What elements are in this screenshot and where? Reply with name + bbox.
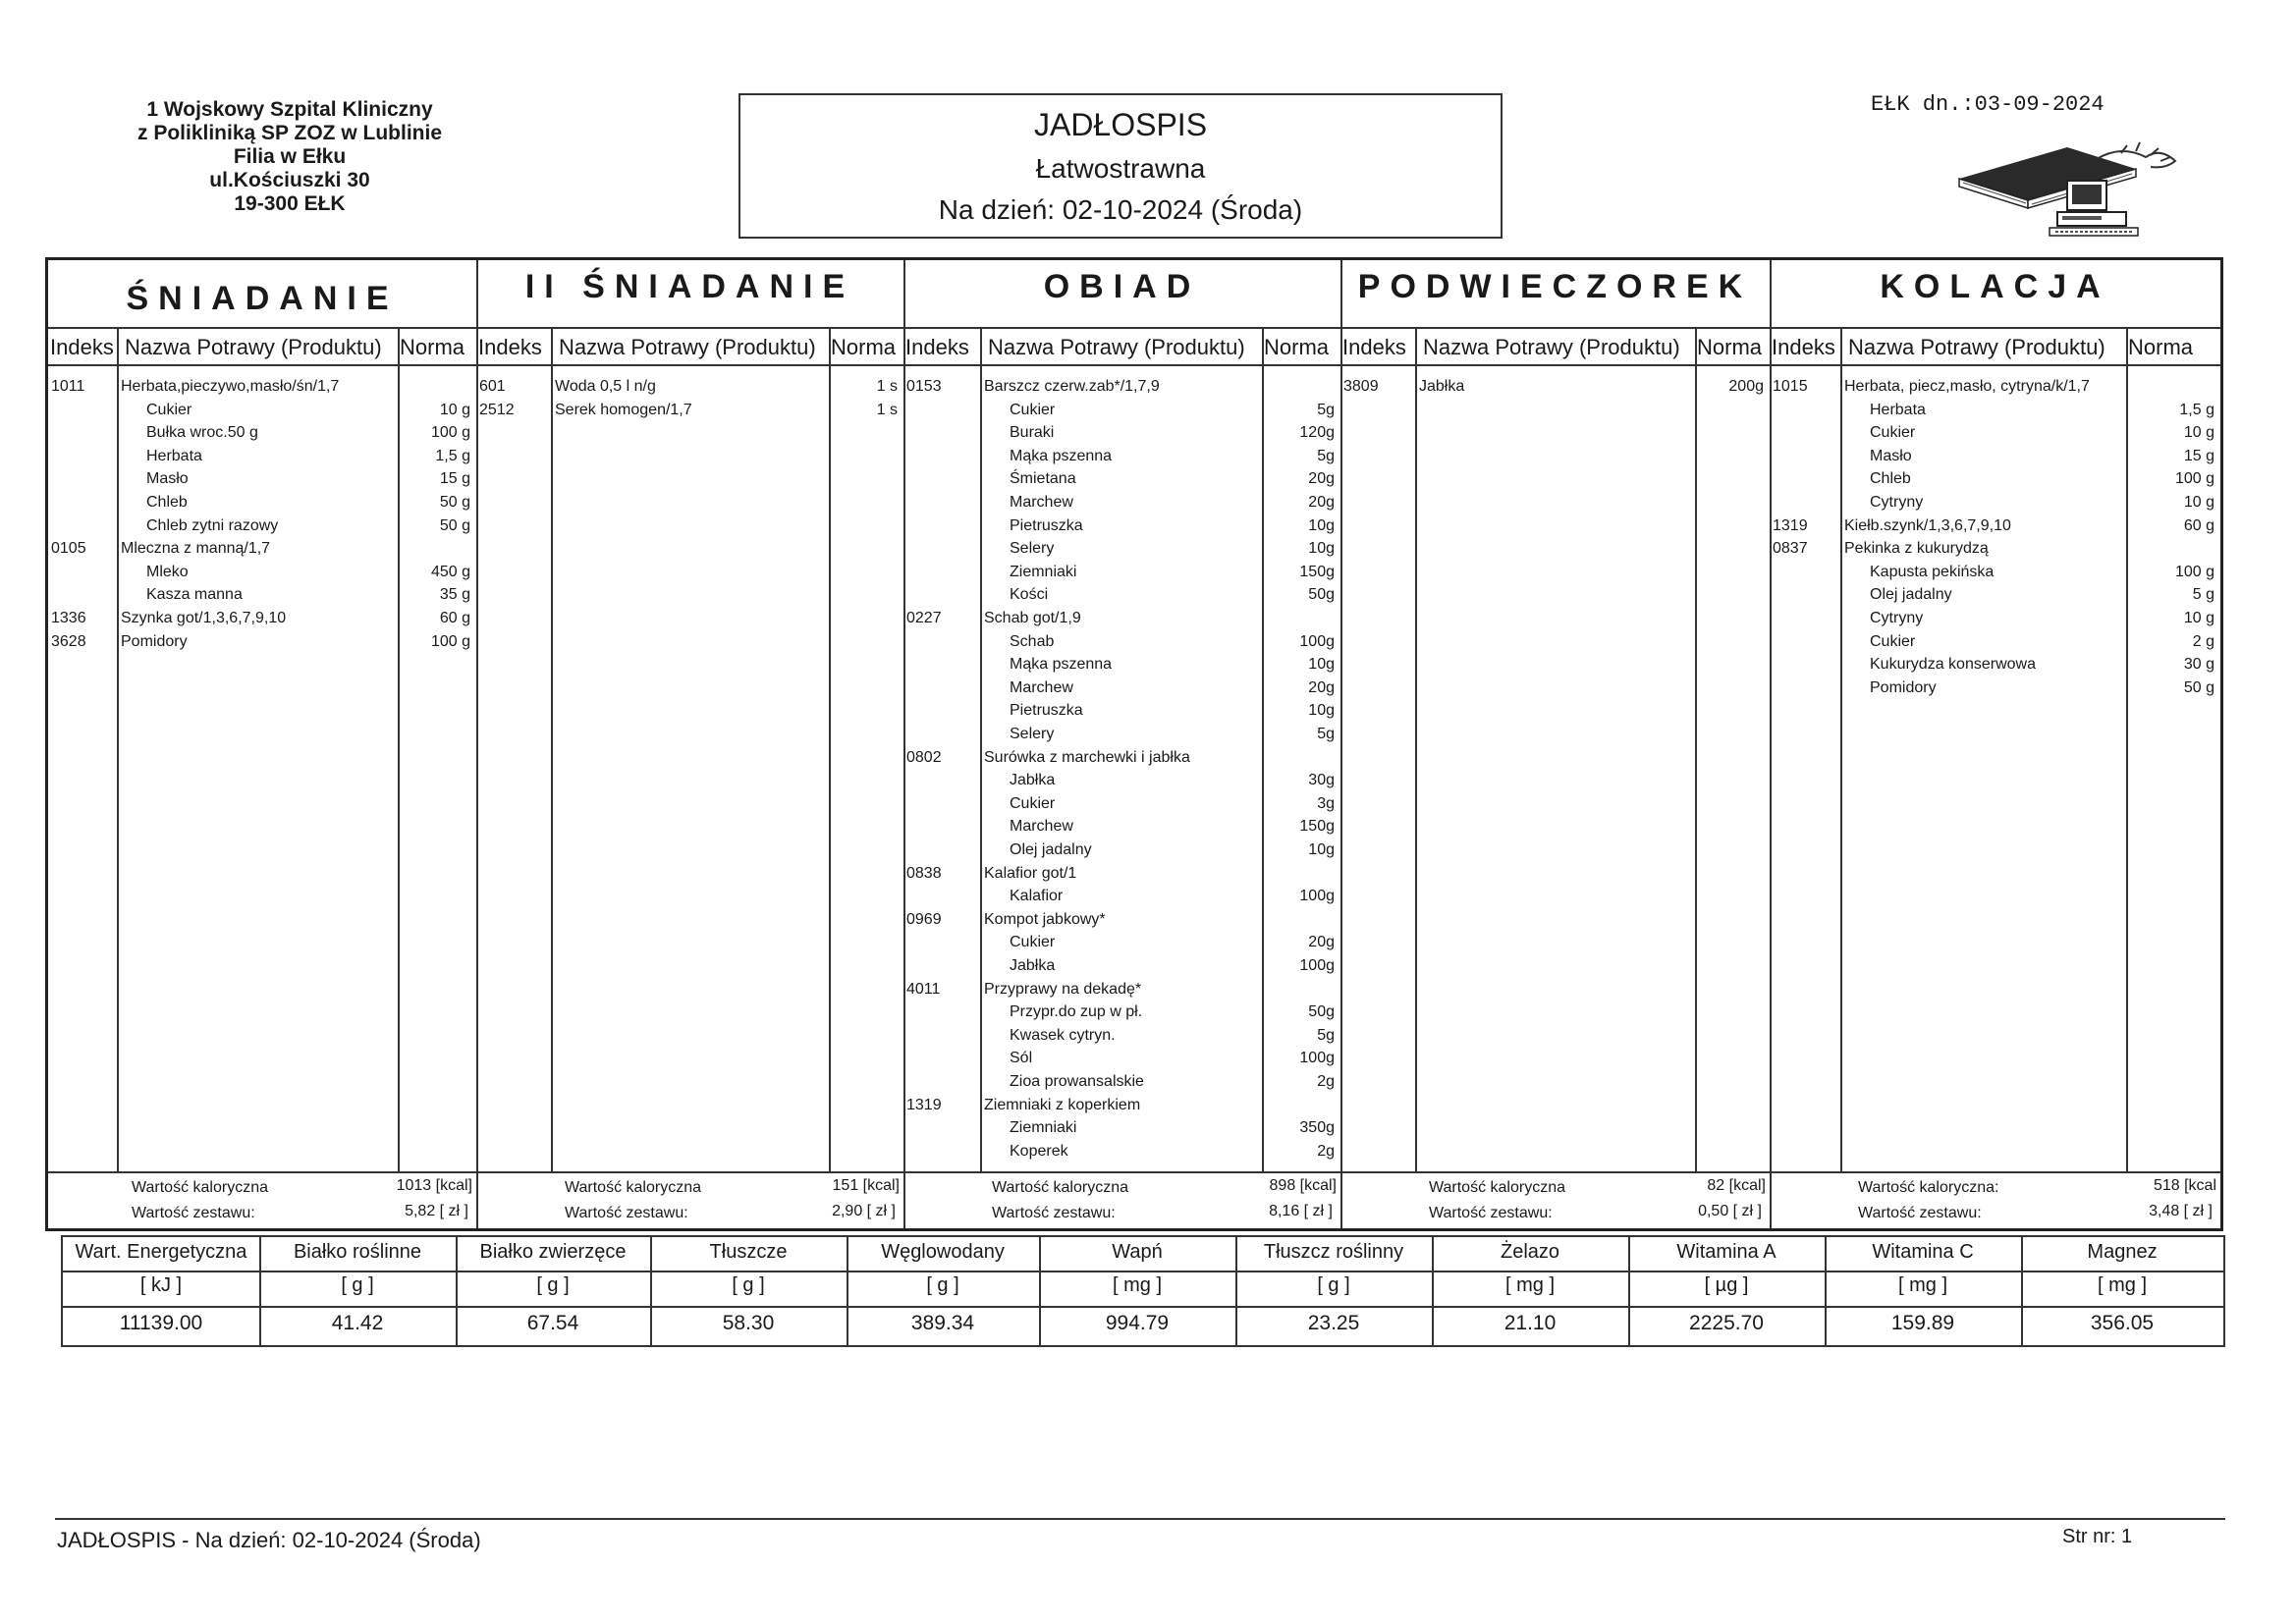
row-norm: 100g [1299,632,1335,650]
row-index: 1336 [51,610,86,626]
dish-name: Pomidory [121,632,188,650]
ingredient-name: Buraki [1010,424,1055,442]
ingredient-name: Kukurydza konserwowa [1870,656,2036,674]
book-computer-icon [1949,139,2185,238]
diet-name: Łatwostrawna [1035,153,1206,184]
page-number: Str nr: 1 [2062,1526,2133,1547]
ingredient-name: Cukier [1870,424,1916,442]
row-divider [48,327,2220,329]
row-norm: 10g [1308,540,1335,558]
dish-name: Przyprawy na dekadę* [984,980,1142,998]
row-norm: 200g [1728,378,1764,395]
row-norm: 5g [1317,401,1335,418]
row-norm: 350g [1299,1119,1335,1137]
meal-header: II ŚNIADANIE [524,268,855,305]
row-index: 0802 [906,748,942,766]
dish-name: Kompot jabkowy* [984,910,1106,928]
column-divider [1840,327,1842,1171]
row-norm: 100 g [2174,470,2214,488]
cost-label: Wartość zestawu: [1429,1205,1553,1221]
nutrient-unit: [ mg ] [1897,1274,1947,1296]
nutrient-unit: [ mg ] [1112,1274,1162,1296]
row-norm: 10 g [2183,610,2214,626]
ingredient-name: Pomidory [1870,678,1937,696]
ingredient-name: Selery [1010,540,1055,558]
nutrient-value: 21.10 [1503,1312,1557,1334]
row-norm: 30g [1308,772,1335,789]
calorie-value: 82 [kcal] [1707,1177,1766,1194]
dish-name: Herbata,pieczywo,masło/śn/1,7 [121,378,340,395]
menu-date: Na dzień: 02-10-2024 (Środa) [938,194,1303,225]
ingredient-name: Marchew [1010,818,1073,836]
dish-name: Ziemniaki z koperkiem [984,1096,1141,1113]
nutrient-unit: [ µg ] [1704,1274,1749,1296]
row-index: 1011 [51,378,85,395]
row-norm: 1 s [876,378,898,395]
nutrient-unit: [ mg ] [1504,1274,1555,1296]
nutrient-name: Tłuszcz roślinny [1263,1241,1404,1263]
row-divider [48,1171,2220,1173]
nutrient-value: 58.30 [722,1312,775,1334]
row-norm: 1,5 g [2179,401,2214,418]
ingredient-name: Jabłka [1010,957,1056,974]
calorie-value: 151 [kcal] [832,1177,900,1194]
column-divider [1262,327,1264,1171]
column-header-norm: Norma [400,335,465,359]
ingredient-name: Selery [1010,726,1055,742]
dish-name: Kiełb.szynk/1,3,6,7,9,10 [1844,516,2011,534]
place-date: EŁK dn.:03-09-2024 [1871,92,2105,117]
ingredient-name: Cukier [1010,794,1056,812]
row-norm: 20g [1308,470,1335,488]
ingredient-name: Marchew [1010,678,1073,696]
nutrient-name: Magnez [2087,1241,2158,1263]
ingredient-name: Pietruszka [1010,516,1083,534]
ingredient-name: Herbata [1870,401,1926,418]
menu-title: JADŁOSPIS [1033,107,1208,142]
row-norm: 5 g [2192,586,2214,604]
row-norm: 3g [1317,794,1335,812]
row-index: 2512 [479,401,515,418]
row-norm: 20g [1308,494,1335,511]
row-norm: 50 g [439,494,470,511]
column-header-index: Indeks [50,335,114,359]
row-norm: 150g [1299,818,1335,836]
hospital-address [93,98,486,216]
nutrient-name: Witamina C [1872,1241,1974,1263]
column-divider [1770,260,1772,1228]
ingredient-name: Kalafior [1010,888,1064,905]
ingredient-name: Cytryny [1870,494,1924,511]
row-index: 3809 [1343,378,1379,395]
column-divider [1415,327,1417,1171]
row-norm: 10 g [2183,424,2214,442]
ingredient-name: Cukier [1870,632,1916,650]
row-norm: 35 g [439,586,470,604]
dish-name: Serek homogen/1,7 [555,401,692,418]
nutrient-unit: [ mg ] [2097,1274,2147,1296]
row-divider [48,364,2220,366]
cost-value: 3,48 [ zł ] [2149,1203,2213,1219]
row-divider [63,1271,2223,1272]
ingredient-name: Sól [1010,1050,1033,1067]
row-norm: 150g [1299,563,1335,580]
row-index: 0838 [906,864,942,882]
row-norm: 10g [1308,516,1335,534]
calorie-value: 1013 [kcal] [396,1177,472,1194]
dish-name: Herbata, piecz,masło, cytryna/k/1,7 [1844,378,2090,395]
ingredient-name: Herbata [146,447,202,464]
nutrient-unit: [ g ] [732,1274,765,1296]
nutrient-name: Tłuszcze [709,1241,788,1263]
hospital-line: Filia w Ełku [233,145,347,168]
ingredient-name: Zioa prowansalskie [1010,1073,1144,1090]
ingredient-name: Chleb zytni razowy [146,516,279,534]
row-norm: 10g [1308,702,1335,720]
ingredient-name: Olej jadalny [1870,586,1952,604]
meal-header: OBIAD [1043,268,1201,305]
ingredient-name: Chleb [1870,470,1911,488]
column-header-index: Indeks [905,335,969,359]
row-norm: 10 g [2183,494,2214,511]
nutrient-value: 389.34 [910,1312,975,1334]
meal-header: PODWIECZOREK [1357,268,1753,305]
row-divider [63,1306,2223,1308]
row-norm: 100 g [430,632,470,650]
row-norm: 100g [1299,1050,1335,1067]
nutrient-name: Białko zwierzęce [479,1241,627,1263]
column-header-index: Indeks [1772,335,1835,359]
dish-name: Jabłka [1419,378,1465,395]
nutrient-unit: [ g ] [536,1274,570,1296]
ingredient-name: Mleko [146,563,189,580]
row-norm: 15 g [439,470,470,488]
row-norm: 50 g [2183,678,2214,696]
nutrient-name: Żelazo [1500,1241,1560,1263]
footer-divider [55,1518,2225,1520]
row-norm: 60 g [2183,516,2214,534]
ingredient-name: Mąka pszenna [1010,656,1113,674]
column-divider [476,260,478,1228]
nutrient-name: Węglowodany [881,1241,1005,1263]
nutrient-value: 11139.00 [119,1312,203,1334]
row-norm: 15 g [2183,447,2214,464]
column-header-norm: Norma [831,335,897,359]
ingredient-name: Olej jadalny [1010,841,1092,858]
row-norm: 450 g [430,563,470,580]
column-header-norm: Norma [1697,335,1763,359]
ingredient-name: Cukier [1010,401,1056,418]
meal-header: KOLACJA [1880,268,2110,305]
footer-text: JADŁOSPIS - Na dzień: 02-10-2024 (Środa) [57,1528,481,1552]
row-norm: 100 g [430,424,470,442]
ingredient-name: Masło [1870,447,1912,464]
column-divider [1340,260,1342,1228]
ingredient-name: Pietruszka [1010,702,1083,720]
ingredient-name: Kości [1010,586,1049,604]
column-header-index: Indeks [1342,335,1406,359]
nutrient-unit: [ g ] [341,1274,374,1296]
row-index: 0227 [906,610,942,626]
calorie-value: 898 [kcal] [1269,1177,1337,1194]
row-norm: 120g [1299,424,1335,442]
cost-label: Wartość zestawu: [1858,1205,1982,1221]
calorie-label: Wartość kaloryczna [132,1179,268,1196]
nutrient-value: 2225.70 [1689,1312,1764,1334]
dish-name: Surówka z marchewki i jabłka [984,748,1190,766]
nutrient-name: Wart. Energetyczna [75,1241,247,1263]
row-norm: 1 s [876,401,898,418]
calorie-label: Wartość kaloryczna: [1858,1179,1999,1196]
column-header-name: Nazwa Potrawy (Produktu) [125,335,382,359]
row-norm: 100g [1299,957,1335,974]
calorie-value: 518 [kcal [2153,1177,2216,1194]
ingredient-name: Cytryny [1870,610,1924,626]
column-divider [980,327,982,1171]
column-header-norm: Norma [1264,335,1330,359]
row-index: 1319 [1773,516,1808,534]
row-norm: 20g [1308,678,1335,696]
dish-name: Woda 0,5 l n/g [555,378,656,395]
cost-value: 5,82 [ zł ] [405,1203,468,1219]
row-norm: 5g [1317,447,1335,464]
row-index: 0969 [906,910,942,928]
row-norm: 60 g [439,610,470,626]
row-norm: 10g [1308,841,1335,858]
row-norm: 5g [1317,1026,1335,1044]
row-norm: 10g [1308,656,1335,674]
calorie-label: Wartość kaloryczna [1429,1179,1565,1196]
hospital-line: 19-300 EŁK [234,192,346,215]
hospital-line: ul.Kościuszki 30 [209,169,370,191]
row-norm: 1,5 g [435,447,470,464]
nutrient-value: 356.05 [2090,1312,2155,1334]
nutrient-name: Witamina A [1676,1241,1777,1263]
ingredient-name: Bułka wroc.50 g [146,424,258,442]
row-norm: 100g [1299,888,1335,905]
nutrient-value: 41.42 [331,1312,384,1334]
row-index: 0105 [51,540,86,558]
row-index: 4011 [906,980,941,998]
column-divider [117,327,119,1171]
dish-name: Pekinka z kukurydzą [1844,540,1989,558]
hospital-line: z Polikliniką SP ZOZ w Lublinie [137,122,442,144]
cost-value: 2,90 [ zł ] [832,1203,896,1219]
row-norm: 2g [1317,1073,1335,1090]
column-header-name: Nazwa Potrawy (Produktu) [1848,335,2105,359]
cost-label: Wartość zestawu: [565,1205,688,1221]
column-divider [903,260,905,1228]
column-divider [2126,327,2128,1171]
column-header-name: Nazwa Potrawy (Produktu) [559,335,816,359]
row-norm: 20g [1308,934,1335,951]
dish-name: Barszcz czerw.zab*/1,7,9 [984,378,1160,395]
cost-value: 0,50 [ zł ] [1698,1203,1762,1219]
ingredient-name: Masło [146,470,189,488]
nutrient-name: Wapń [1112,1241,1163,1263]
ingredient-name: Kwasek cytryn. [1010,1026,1116,1044]
row-norm: 30 g [2183,656,2214,674]
row-index: 0837 [1773,540,1808,558]
ingredient-name: Mąka pszenna [1010,447,1113,464]
ingredient-name: Marchew [1010,494,1073,511]
row-norm: 50 g [439,516,470,534]
row-norm: 2g [1317,1142,1335,1160]
ingredient-name: Koperek [1010,1142,1068,1160]
column-header-index: Indeks [478,335,542,359]
column-divider [398,327,400,1171]
cost-label: Wartość zestawu: [992,1205,1116,1221]
nutrient-unit: [ g ] [926,1274,959,1296]
nutrient-value: 67.54 [526,1312,579,1334]
row-norm: 50g [1308,586,1335,604]
ingredient-name: Ziemniaki [1010,1119,1077,1137]
menu-title-box [738,93,1503,239]
row-norm: 100 g [2174,563,2214,580]
ingredient-name: Cukier [146,401,192,418]
dish-name: Schab got/1,9 [984,610,1081,626]
column-header-norm: Norma [2128,335,2194,359]
column-header-name: Nazwa Potrawy (Produktu) [988,335,1245,359]
nutrient-value: 23.25 [1307,1312,1360,1334]
ingredient-name: Ziemniaki [1010,563,1077,580]
row-norm: 10 g [439,401,470,418]
dish-name: Kalafior got/1 [984,864,1077,882]
nutrient-unit: [ g ] [1317,1274,1350,1296]
cost-label: Wartość zestawu: [132,1205,255,1221]
row-index: 3628 [51,632,86,650]
menu-table [45,257,2223,1231]
ingredient-name: Kapusta pekińska [1870,563,1995,580]
cost-value: 8,16 [ zł ] [1269,1203,1333,1219]
row-index: 601 [479,378,506,395]
row-norm: 50g [1308,1003,1335,1021]
column-header-name: Nazwa Potrawy (Produktu) [1423,335,1680,359]
ingredient-name: Przypr.do zup w pł. [1010,1003,1143,1021]
calorie-label: Wartość kaloryczna [565,1179,701,1196]
row-index: 1015 [1773,378,1808,395]
column-divider [1695,327,1697,1171]
ingredient-name: Kasza manna [146,586,243,604]
ingredient-name: Cukier [1010,934,1056,951]
nutrient-unit: [ kJ ] [139,1274,183,1296]
ingredient-name: Schab [1010,632,1055,650]
ingredient-name: Śmietana [1010,470,1076,488]
dish-name: Mleczna z manną/1,7 [121,540,271,558]
ingredient-name: Chleb [146,494,188,511]
nutrient-value: 994.79 [1105,1312,1170,1334]
row-norm: 5g [1317,726,1335,742]
calorie-label: Wartość kaloryczna [992,1179,1128,1196]
row-norm: 2 g [2192,632,2214,650]
nutrient-value: 159.89 [1890,1312,1955,1334]
column-divider [551,327,553,1171]
ingredient-name: Jabłka [1010,772,1056,789]
nutrient-name: Białko roślinne [293,1241,422,1263]
row-index: 0153 [906,378,942,395]
row-index: 1319 [906,1096,942,1113]
hospital-line: 1 Wojskowy Szpital Kliniczny [146,98,433,121]
column-divider [829,327,831,1171]
dish-name: Szynka got/1,3,6,7,9,10 [121,610,287,626]
nutrition-table [61,1235,2225,1347]
meal-header: ŚNIADANIE [126,280,399,317]
